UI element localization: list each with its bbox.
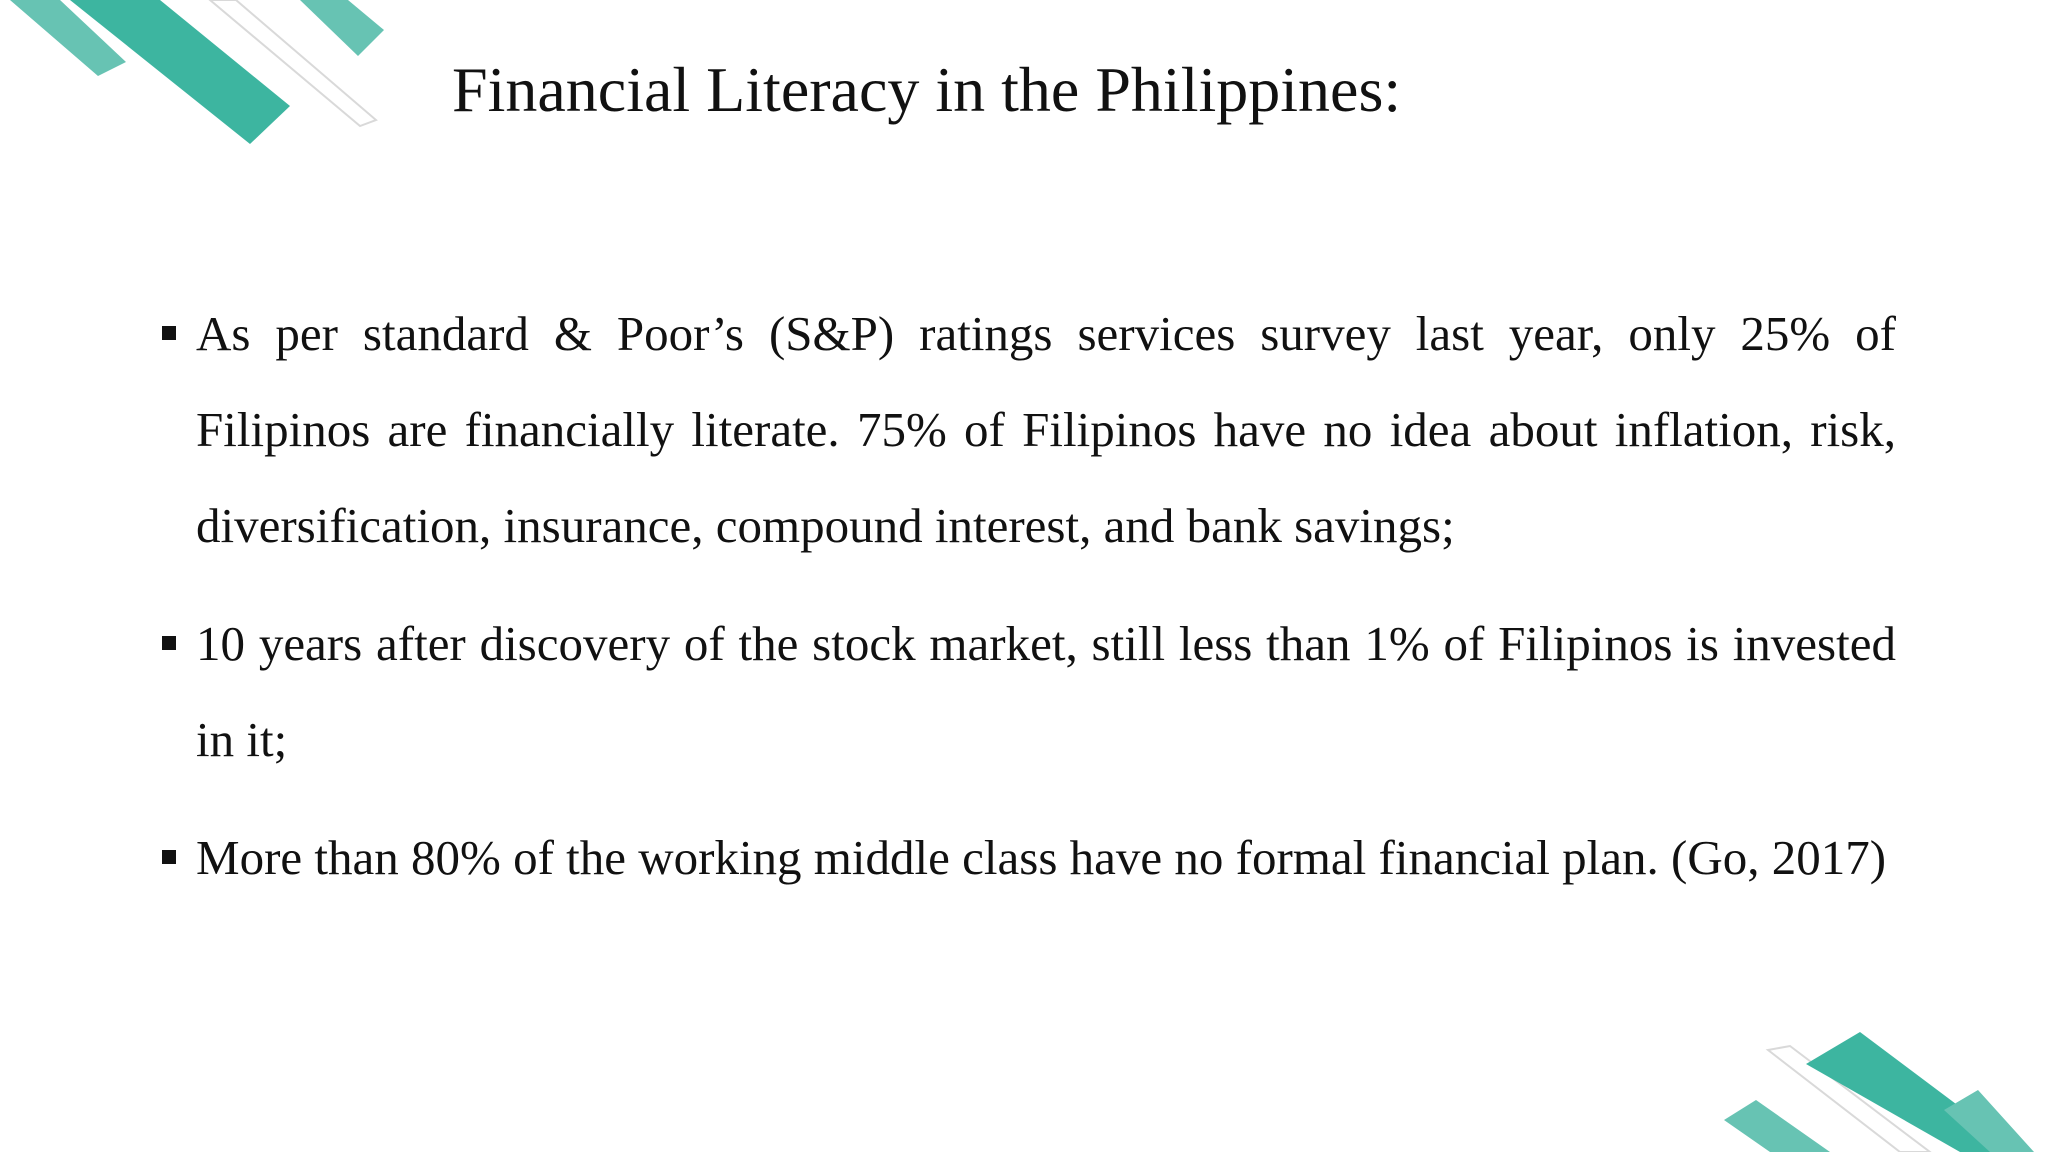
bullet-text: More than 80% of the working middle class have no formal financial plan. (Go, 2017) [196, 830, 1887, 885]
bullet-item [160, 596, 1896, 788]
bullet-item [160, 286, 1896, 574]
bottom-right-stripes-graphic [1724, 1032, 2034, 1152]
square-bullet-icon [162, 850, 176, 864]
bullet-text: As per standard & Poor’s (S&P) ratings services survey last year, only 25% of Filipinos are financially literate. 75% of Filipinos have no idea about inflation, risk, diversification, insurance, compound interest, and bank savings; [196, 306, 1896, 553]
slide-title: Financial Literacy in the Philippines: [452, 54, 1402, 125]
bullet-text: 10 years after discovery of the stock market, still less than 1% of Filipinos is invested in it; [196, 616, 1896, 767]
top-left-stripes-graphic [0, 0, 384, 144]
square-bullet-icon [162, 636, 176, 650]
square-bullet-icon [162, 326, 176, 340]
bullet-list [160, 286, 1896, 928]
bullet-item [160, 810, 1896, 906]
